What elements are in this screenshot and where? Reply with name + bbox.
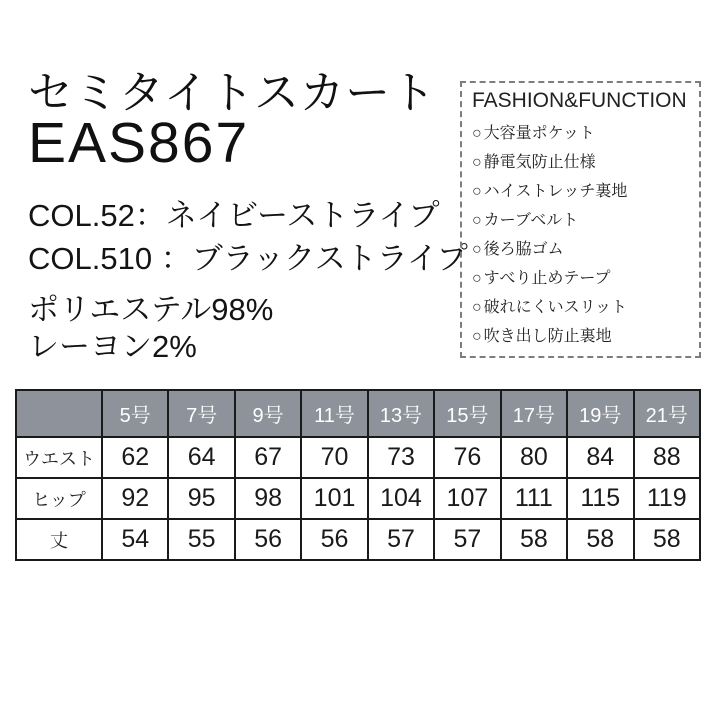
size-cell: 62 (102, 437, 168, 478)
feature-item (472, 293, 689, 322)
product-code: EAS867 (28, 111, 250, 175)
feature-label: 静電気防止仕様 (483, 154, 596, 171)
table-row-hip (16, 478, 700, 519)
size-cell: 104 (368, 478, 434, 519)
color-option-2: COL.510 ：ブラックストライプ (28, 241, 468, 276)
circle-bullet-icon: ○ (472, 212, 482, 229)
size-header-cell: 7号 (168, 390, 234, 437)
size-header-cell: 5号 (102, 390, 168, 437)
material-composition (28, 291, 273, 365)
size-cell: 101 (301, 478, 367, 519)
feature-item (472, 235, 689, 264)
size-cell: 111 (501, 478, 567, 519)
circle-bullet-icon: ○ (472, 183, 482, 200)
size-cell: 54 (102, 519, 168, 560)
feature-label: 破れにくいスリット (483, 299, 628, 316)
color-option-1: COL.52：ネイビーストライプ (28, 198, 440, 233)
size-cell: 76 (434, 437, 500, 478)
feature-item (472, 206, 689, 235)
size-cell: 88 (634, 437, 701, 478)
size-table (15, 389, 701, 561)
size-cell: 119 (634, 478, 701, 519)
feature-label: カーブベルト (483, 212, 579, 229)
size-cell: 70 (301, 437, 367, 478)
feature-item (472, 264, 689, 293)
size-cell: 67 (235, 437, 301, 478)
circle-bullet-icon: ○ (472, 270, 482, 287)
size-cell: 58 (567, 519, 633, 560)
size-cell: 57 (434, 519, 500, 560)
size-cell: 58 (501, 519, 567, 560)
feature-label: 大容量ポケット (483, 125, 595, 142)
size-cell: 56 (235, 519, 301, 560)
feature-item (472, 177, 689, 206)
size-header-cell: 17号 (501, 390, 567, 437)
size-cell: 107 (434, 478, 500, 519)
size-header-cell: 13号 (368, 390, 434, 437)
size-header-cell: 9号 (235, 390, 301, 437)
row-label-length: 丈 (16, 519, 102, 560)
size-cell: 55 (168, 519, 234, 560)
circle-bullet-icon: ○ (472, 154, 482, 171)
feature-item (472, 322, 689, 351)
table-row-waist (16, 437, 700, 478)
feature-label: 後ろ脇ゴム (483, 241, 564, 258)
size-cell: 58 (634, 519, 701, 560)
feature-item (472, 148, 689, 177)
feature-item (472, 119, 689, 148)
size-header-cell: 19号 (567, 390, 633, 437)
product-title: セミタイトスカート (28, 67, 437, 118)
size-table-header-row (16, 390, 700, 437)
material-line-1: ポリエステル98% (28, 292, 274, 327)
feature-label: 吹き出し防止裏地 (483, 328, 612, 345)
size-header-cell: 21号 (634, 390, 701, 437)
size-cell: 92 (102, 478, 168, 519)
size-cell: 80 (501, 437, 567, 478)
size-cell: 57 (368, 519, 434, 560)
feature-label: すべり止めテープ (483, 270, 611, 287)
size-cell: 73 (368, 437, 434, 478)
circle-bullet-icon: ○ (472, 328, 482, 345)
size-header-cell: 15号 (434, 390, 500, 437)
circle-bullet-icon: ○ (472, 241, 482, 258)
size-cell: 84 (567, 437, 633, 478)
feature-label: ハイストレッチ裏地 (483, 183, 628, 200)
features-heading: FASHION&FUNCTION (472, 89, 687, 112)
row-label-waist: ウエスト (16, 437, 102, 478)
size-cell: 115 (567, 478, 633, 519)
size-cell: 98 (235, 478, 301, 519)
circle-bullet-icon: ○ (472, 299, 482, 316)
size-cell: 95 (168, 478, 234, 519)
size-cell: 56 (301, 519, 367, 560)
size-header-corner (16, 390, 102, 437)
material-line-2: レーヨン2% (28, 329, 197, 364)
table-row-length (16, 519, 700, 560)
size-header-cell: 11号 (301, 390, 367, 437)
circle-bullet-icon: ○ (472, 125, 482, 142)
row-label-hip: ヒップ (16, 478, 102, 519)
features-box (460, 81, 701, 358)
color-options (28, 194, 468, 280)
size-cell: 64 (168, 437, 234, 478)
